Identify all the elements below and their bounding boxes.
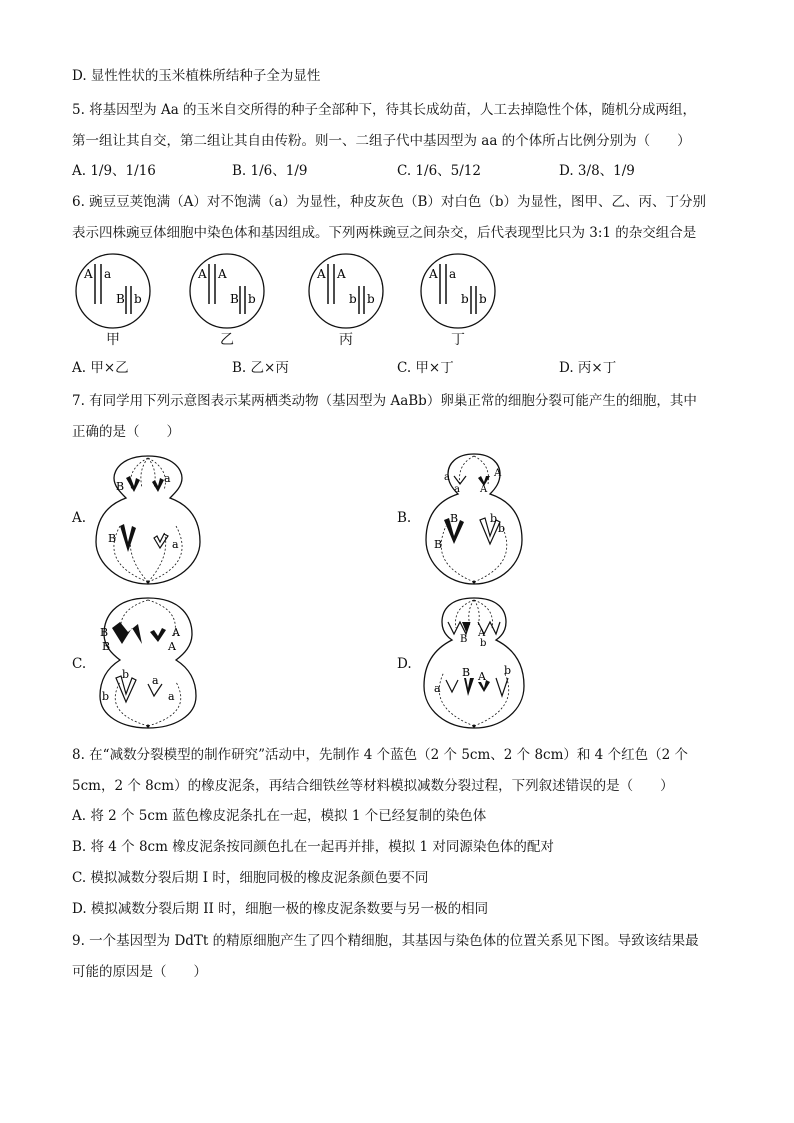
q8-option-d: D. 模拟减数分裂后期 II 时，细胞一极的橡皮泥条数要与另一极的相同 [72,901,489,917]
q5-stem-line1: 5. 将基因型为 Aa 的玉米自交所得的种子全部种下，待其长成幼苗，人工去掉隐性个体，随机分成两组， [72,102,697,118]
gene-label: B [462,666,471,679]
gene-label: b [122,668,130,681]
gene-label: A [317,267,326,281]
q6-cell-ding [417,252,499,349]
q7-fig-b-letter: B. [397,510,412,526]
gene-label: a [152,674,159,687]
gene-label: A [429,267,438,281]
gene-label: B [116,292,125,306]
q7-figure-a [92,448,204,592]
cell-label: 丙 [339,332,353,348]
gene-label: A [494,468,502,479]
gene-label: b [367,292,375,306]
q5-option-b: B. 1/6、1/9 [232,163,308,179]
gene-label: B [102,640,111,653]
gene-label: b [248,292,256,306]
gene-label: a [164,472,171,485]
gene-label: b [134,292,142,306]
q5-option-d: D. 3/8、1/9 [559,163,635,179]
gene-label: b [490,512,498,525]
q8-stem-line2: 5cm，2 个 8cm）的橡皮泥条，再结合细铁丝等材料模拟减数分裂过程，下列叙述错误的是（ ） [72,778,674,794]
gene-label: A [478,628,486,639]
gene-label: a [449,267,457,281]
gene-label: b [480,638,487,649]
gene-label: b [349,292,357,306]
q6-cell-bing [305,252,387,349]
q7-figure-c [92,592,204,736]
q6-option-b: B. 乙×丙 [232,360,289,376]
gene-label: a [104,267,112,281]
gene-label: b [102,690,110,703]
q6-option-d: D. 丙×丁 [559,360,617,376]
q5-options [72,161,732,181]
gene-label: B [434,538,443,551]
gene-label: A [337,267,346,281]
gene-label: A [218,267,227,281]
gene-label: b [479,292,487,306]
gene-label: A [172,626,180,639]
q6-options [72,358,732,378]
gene-label: a [444,472,450,483]
gene-label: A [168,640,176,653]
gene-label: B [116,480,125,493]
q9-stem-line1: 9. 一个基因型为 DdTt 的精原细胞产生了四个精细胞，其基因与染色体的位置关系见下图。导致该结果最 [72,933,699,949]
q8-stem-line1: 8. 在“减数分裂模型的制作研究”活动中，先制作 4 个蓝色（2 个 5cm、2 个 8cm）和 4 个红色（2 个 [72,747,688,763]
cell-label: 乙 [220,332,234,348]
q7-fig-c-letter: C. [72,656,87,672]
gene-label: B [230,292,239,306]
q6-stem-line2: 表示四株豌豆体细胞中染色体和基因组成。下列两株豌豆之间杂交，后代表现型比只为 3:1 的杂交组合是 [72,225,697,241]
q6-cell-yi [186,252,268,349]
q5-option-c: C. 1/6、5/12 [397,163,481,179]
gene-label: b [504,664,512,677]
gene-label: a [172,538,179,551]
gene-label: a [434,682,441,695]
q9-stem-line2: 可能的原因是（ ） [72,964,207,980]
q5-option-a: A. 1/9、1/16 [72,163,156,179]
gene-label: a [168,690,175,703]
q6-cell-jia [72,252,154,349]
q5-stem-line2: 第一组让其自交，第二组让其自由传粉。则一、二组子代中基因型为 aa 的个体所占比例分别为（ ） [72,133,691,149]
q6-cell-diagrams [72,252,672,352]
q6-stem-line1: 6. 豌豆豆荚饱满（A）对不饱满（a）为显性，种皮灰色（B）对白色（b）为显性，图甲、乙、丙、丁分别 [72,194,707,210]
q4-option-d: D. 显性性状的玉米植株所结种子全为显性 [72,68,321,84]
cell-label: 甲 [106,332,120,348]
gene-label: B [460,634,468,645]
q7-stem-line2: 正确的是（ ） [72,424,180,440]
gene-label: b [498,522,506,535]
q8-option-c: C. 模拟减数分裂后期 I 时，细胞同极的橡皮泥条颜色要不同 [72,870,429,886]
gene-label: B [100,626,109,639]
gene-label: B [108,532,117,545]
q7-fig-a-letter: A. [72,510,87,526]
cell-label: 丁 [451,332,465,348]
q7-figure-d [418,592,530,736]
gene-label: A [480,484,488,495]
gene-label: a [454,484,460,495]
gene-label: B [450,512,459,525]
q6-option-c: C. 甲×丁 [397,360,454,376]
gene-label: b [461,292,469,306]
gene-label: A [478,670,486,683]
gene-label: A [198,267,207,281]
q8-option-a: A. 将 2 个 5cm 蓝色橡皮泥条扎在一起，模拟 1 个已经复制的染色体 [72,808,487,824]
gene-label: A [84,267,93,281]
q7-stem-line1: 7. 有同学用下列示意图表示某两栖类动物（基因型为 AaBb）卵巢正常的细胞分裂可能产生的细胞，其中 [72,393,697,409]
q7-fig-d-letter: D. [397,656,412,672]
q6-option-a: A. 甲×乙 [72,360,129,376]
q8-option-b: B. 将 4 个 8cm 橡皮泥条按同颜色扎在一起再并排，模拟 1 对同源染色体的配对 [72,839,554,855]
q7-figure-b [418,448,530,592]
